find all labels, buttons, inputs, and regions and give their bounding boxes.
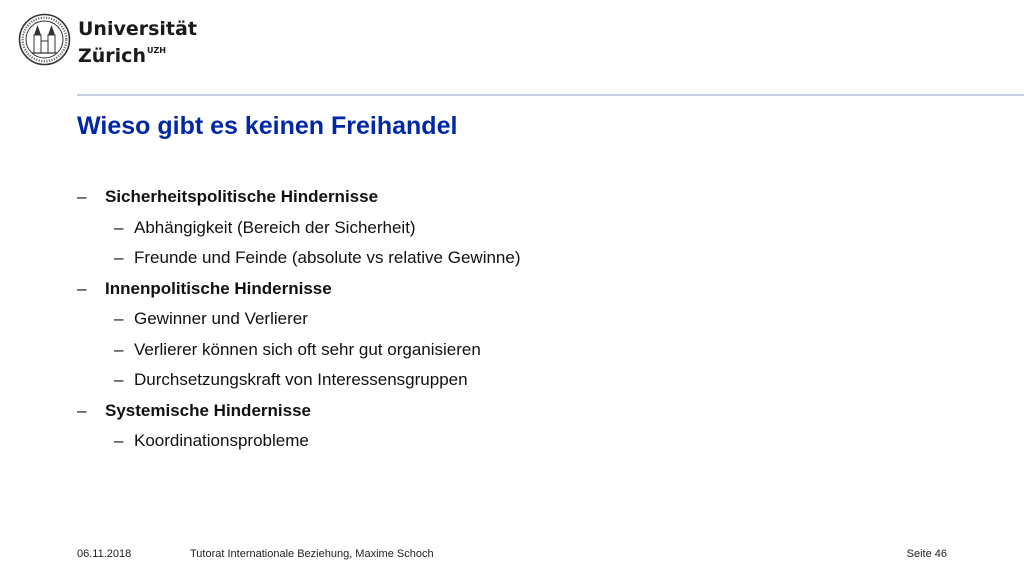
slide-title: Wieso gibt es keinen Freihandel bbox=[77, 112, 458, 140]
bullet-dash: – bbox=[114, 370, 124, 389]
bullet-item bbox=[77, 306, 977, 337]
university-seal-icon bbox=[18, 13, 71, 66]
bullet-dash: – bbox=[114, 248, 124, 267]
bullet-dash: – bbox=[77, 278, 87, 298]
bullet-dash: – bbox=[114, 217, 124, 237]
bullet-text: Systemische Hindernisse bbox=[105, 400, 311, 420]
bullet-dash: – bbox=[114, 309, 124, 328]
bullet-text: Gewinner und Verlierer bbox=[134, 309, 308, 328]
bullet-text: Verlierer können sich oft sehr gut organisieren bbox=[134, 339, 481, 359]
bullet-item bbox=[77, 398, 977, 429]
bullet-text: Innenpolitische Hindernisse bbox=[105, 278, 332, 298]
bullet-dash: – bbox=[77, 400, 87, 420]
bullet-dash: – bbox=[77, 187, 87, 206]
bullet-text: Freunde und Feinde (absolute vs relative Gewinne) bbox=[134, 248, 521, 267]
bullet-dash: – bbox=[114, 339, 124, 359]
university-logo bbox=[18, 13, 197, 69]
bullet-item bbox=[77, 337, 977, 368]
bullet-text: Sicherheitspolitische Hindernisse bbox=[105, 187, 379, 206]
university-suffix: UZH bbox=[146, 46, 166, 55]
footer-course: Tutorat Internationale Beziehung, Maxime Schoch bbox=[190, 548, 434, 560]
bullet-dash: – bbox=[114, 431, 124, 450]
bullet-list bbox=[77, 184, 977, 459]
bullet-item bbox=[77, 428, 977, 459]
bullet-item bbox=[77, 276, 977, 307]
university-name-line2: Zürich bbox=[78, 45, 146, 67]
footer-date: 06.11.2018 bbox=[77, 548, 132, 560]
bullet-text: Abhängigkeit (Bereich der Sicherheit) bbox=[134, 217, 416, 237]
bullet-text: Durchsetzungskraft von Interessensgruppen bbox=[134, 370, 468, 389]
bullet-item bbox=[77, 215, 977, 246]
bullet-item bbox=[77, 367, 977, 398]
university-name bbox=[78, 19, 197, 67]
bullet-text: Koordinationsprobleme bbox=[134, 431, 309, 450]
footer-page-number: Seite 46 bbox=[906, 548, 947, 560]
bullet-item bbox=[77, 184, 977, 215]
university-name-line1: Universität bbox=[78, 18, 197, 40]
header-divider bbox=[77, 94, 1024, 96]
bullet-item bbox=[77, 245, 977, 276]
